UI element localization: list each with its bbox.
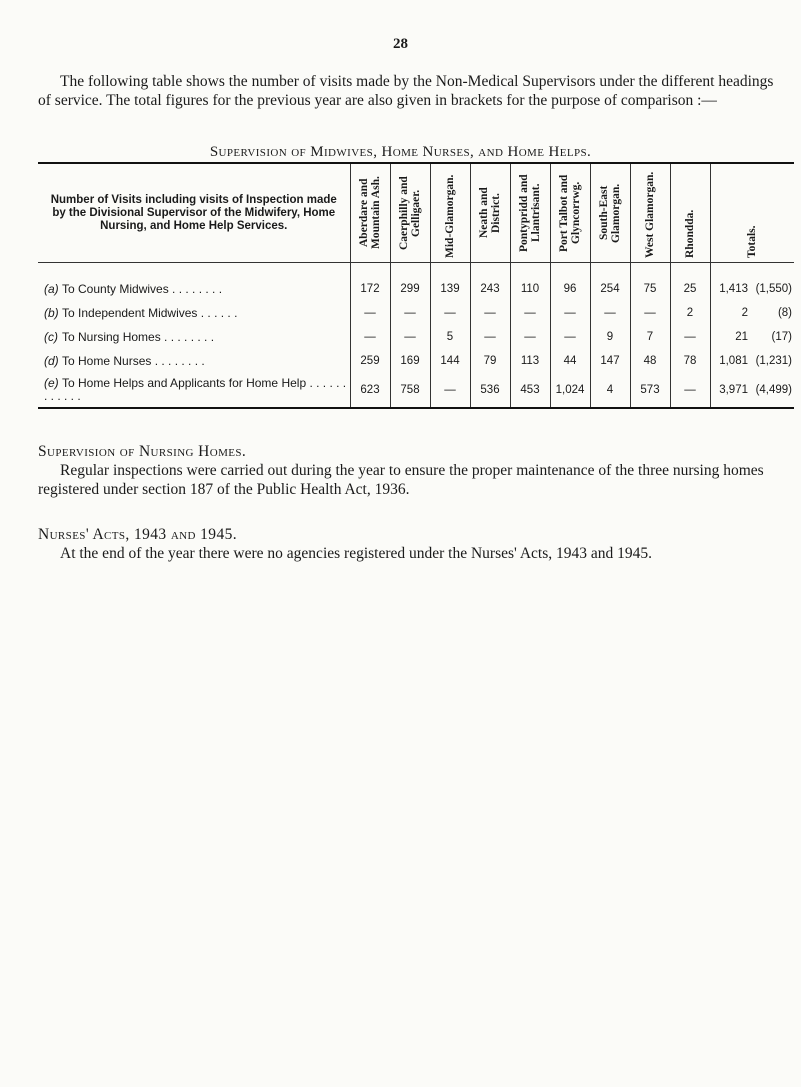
- column-header: South-East Glamorgan.: [590, 163, 630, 263]
- row-label: (e) To Home Helps and Applicants for Home Help . . . . . . . . . . . .: [38, 373, 350, 408]
- nursing-homes-section: [38, 442, 778, 499]
- table-row: (e) To Home Helps and Applicants for Home Help . . . . . . . . . . . . 623 758 — 536 453 1,024 4 573 — 3,971 (4,499): [38, 373, 794, 408]
- page-number: 28: [393, 36, 408, 52]
- column-header: Pontypridd and Llantrisant.: [510, 163, 550, 263]
- nurses-acts-section: [38, 525, 778, 563]
- intro-paragraph: The following table shows the number of visits made by the Non-Medical Supervisors under the different headings of service. The total figures for the previous year are also given in brackets for the purpose of comparison :—: [38, 73, 774, 109]
- section-text: At the end of the year there were no agencies registered under the Nurses' Acts, 1943 and 1945.: [60, 545, 653, 562]
- table-row: (d) To Home Nurses . . . . . . . . 259 169 144 79 113 44 147 48 78 1,081 (1,231): [38, 349, 794, 373]
- table-row: (c) To Nursing Homes . . . . . . . . — — 5 — — — 9 7 — 21 (17): [38, 325, 794, 349]
- row-total: 2 (8): [710, 301, 794, 325]
- section-heading: Nurses' Acts, 1943 and 1945.: [38, 526, 238, 543]
- header-description: Number of Visits including visits of Inspection made by the Divisional Supervisor of the Midwifery, Home Nursing, and Home Help Services.: [38, 163, 350, 263]
- row-total: 1,081 (1,231): [710, 349, 794, 373]
- row-label: (c) To Nursing Homes . . . . . . . .: [44, 329, 215, 344]
- column-header: Mid-Glamorgan.: [430, 163, 470, 263]
- column-header: Caerphilly and Gelligaer.: [390, 163, 430, 263]
- column-header: Neath and District.: [470, 163, 510, 263]
- column-header: Aberdare and Mountain Ash.: [350, 163, 390, 263]
- column-header: Rhondda.: [670, 163, 710, 263]
- row-label: (b) To Independent Midwives . . . . . .: [44, 305, 238, 320]
- table-header-row: [38, 163, 794, 263]
- column-header: Port Talbot and Glyncorrwg.: [550, 163, 590, 263]
- row-label: (d) To Home Nurses . . . . . . . .: [44, 353, 205, 368]
- row-label: (a) To County Midwives . . . . . . . .: [44, 281, 223, 296]
- table-row: (b) To Independent Midwives . . . . . . — — — — — — — — 2 2 (8): [38, 301, 794, 325]
- row-total: 21 (17): [710, 325, 794, 349]
- column-header: West Glamorgan.: [630, 163, 670, 263]
- table-row: (a) To County Midwives . . . . . . . . 172 299 139 243 110 96 254 75 25 1,413 (1,550): [38, 277, 794, 301]
- column-header-totals: Totals.: [710, 163, 794, 263]
- section-heading: Supervision of Nursing Homes.: [38, 443, 247, 460]
- section-text: Regular inspections were carried out during the year to ensure the proper maintenance of the three nursing homes registered under section 187 of the Public Health Act, 1936.: [38, 462, 764, 498]
- visits-table: [38, 162, 794, 409]
- row-total: 3,971 (4,499): [710, 373, 794, 408]
- row-total: 1,413 (1,550): [710, 277, 794, 301]
- table-caption: Supervision of Midwives, Home Nurses, and Home Helps.: [209, 144, 592, 160]
